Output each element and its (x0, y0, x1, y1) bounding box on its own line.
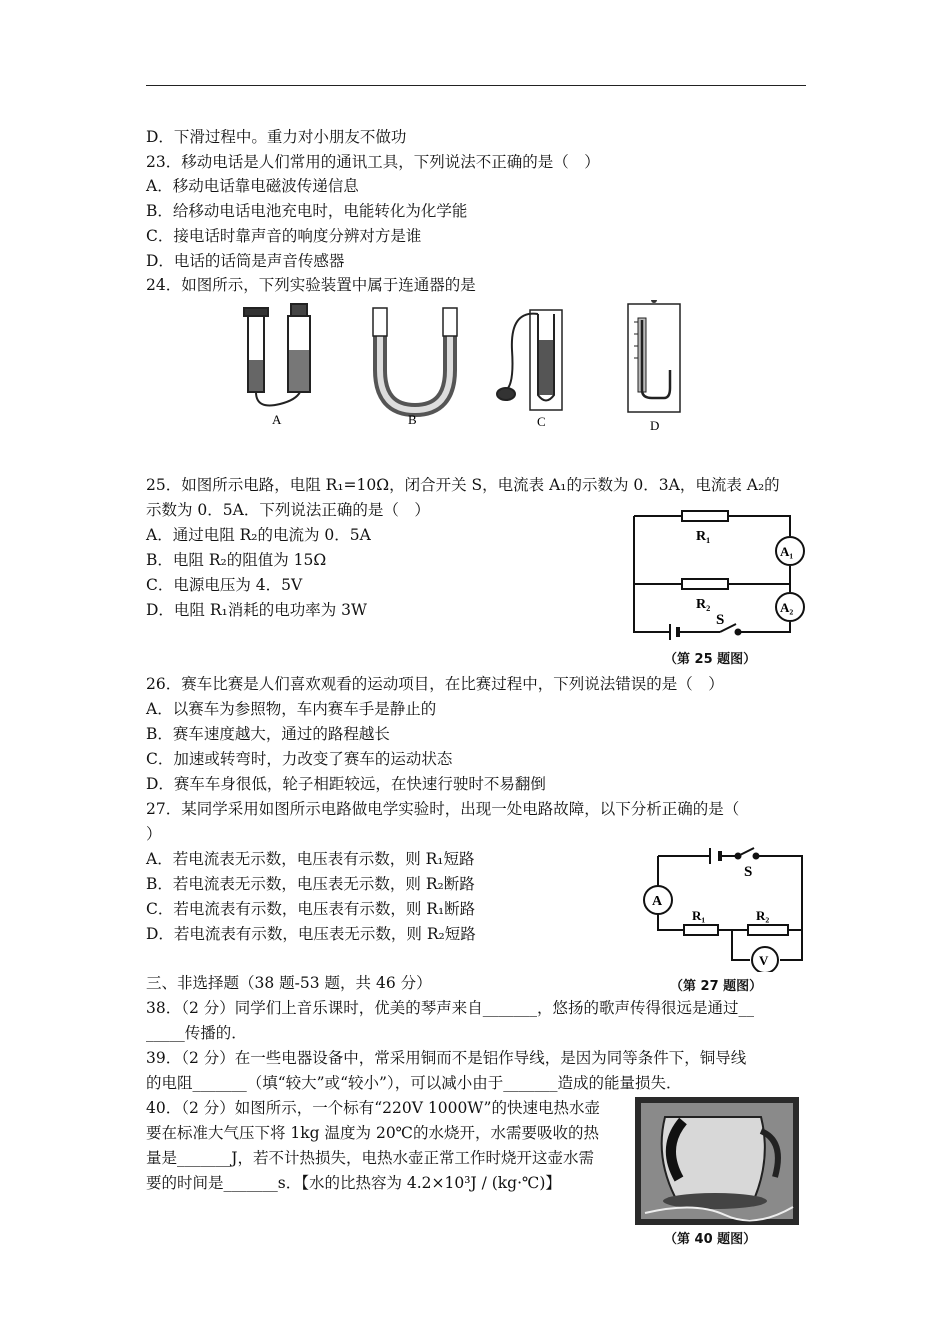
q23-option-d: D．电话的话筒是声音传感器 (146, 252, 345, 270)
q25-figure-caption: （第 25 题图） (664, 652, 757, 667)
q25-option-d: D．电阻 R₁消耗的电功率为 3W (146, 601, 367, 619)
q26-stem: 26．赛车比赛是人们喜欢观看的运动项目，在比赛过程中，下列说法错误的是（ ） (146, 675, 724, 693)
q24-label-c: C (537, 414, 546, 429)
q40-line2: 要在标准大气压下将 1kg 温度为 20℃的水烧开，水需要吸收的热 (146, 1124, 600, 1142)
q39-line1: 39．（2 分）在一些电器设备中，常采用铜而不是铝作导线，是因为同等条件下，铜导线 (146, 1049, 747, 1067)
q27-stem-line2: ） (146, 825, 162, 843)
q40-figure-caption: （第 40 题图） (664, 1232, 757, 1247)
q26-option-a: A．以赛车为参照物，车内赛车手是静止的 (146, 700, 437, 718)
q27-label-v: V (759, 953, 769, 968)
q27-option-a: A．若电流表无示数，电压表有示数，则 R₁短路 (146, 850, 475, 868)
header-rule (146, 85, 806, 86)
q23-option-a: A．移动电话靠电磁波传递信息 (146, 177, 359, 195)
q27-label-a: A (652, 894, 663, 909)
q25-label-a1: A₁ (780, 544, 794, 559)
q24-device-a (244, 304, 310, 406)
q40-line3: 量是_______J，若不计热损失，电热水壶正常工作时烧开这壶水需 (146, 1149, 594, 1167)
q39-line2: 的电阻_______（填“较大”或“较小”），可以减小由于_______造成的能量损失． (146, 1074, 682, 1092)
q24-stem: 24．如图所示，下列实验装置中属于连通器的是 (146, 276, 476, 294)
q27-option-c: C．若电流表有示数，电压表有示数，则 R₁断路 (146, 900, 476, 918)
q27-label-s: S (744, 864, 753, 880)
q27-option-d: D．若电流表有示数，电压表无示数，则 R₂短路 (146, 925, 476, 943)
q26-option-d: D．赛车车身很低，轮子相距较远，在快速行驶时不易翻倒 (146, 775, 546, 793)
q27-figure-caption: （第 27 题图） (670, 979, 763, 994)
q27-option-b: B．若电流表无示数，电压表无示数，则 R₂断路 (146, 875, 475, 893)
q27-label-r1: R₁ (692, 908, 706, 923)
q24-label-d: D (650, 418, 660, 433)
q24-label-b: B (408, 412, 417, 427)
q24-device-b (373, 308, 457, 410)
q23-option-b: B．给移动电话电池充电时，电能转化为化学能 (146, 202, 468, 220)
q24-apparatus-figure (240, 300, 700, 435)
q23-stem: 23．移动电话是人们常用的通讯工具，下列说法不正确的是（ ） (146, 153, 600, 171)
q25-stem-line1: 25．如图所示电路，电阻 R₁=10Ω，闭合开关 S，电流表 A₁的示数为 0．3A，电流表 A₂的 (146, 476, 780, 494)
q25-option-b: B．电阻 R₂的阻值为 15Ω (146, 551, 327, 569)
q40-line4: 要的时间是_______s．【水的比热容为 4.2×10³J / (kg·℃)】 (146, 1174, 561, 1192)
q25-label-s: S (716, 612, 725, 628)
section3-title: 三、非选择题（38 题-53 题，共 46 分） (146, 974, 432, 992)
q24-device-d (628, 300, 680, 412)
q27-resistor-r2 (748, 925, 788, 935)
q25-label-r1: R₁ (696, 529, 711, 544)
q26-option-c: C．加速或转弯时，力改变了赛车的运动状态 (146, 750, 453, 768)
q27-circuit-diagram (640, 842, 812, 972)
q26-option-b: B．赛车速度越大，通过的路程越长 (146, 725, 390, 743)
q25-option-c: C．电源电压为 4．5V (146, 576, 303, 594)
q27-stem-line1: 27．某同学采用如图所示电路做电学实验时，出现一处电路故障，以下分析正确的是（ (146, 800, 740, 818)
q40-kettle-photo (635, 1097, 799, 1225)
q25-option-a: A．通过电阻 R₂的电流为 0．5A (146, 526, 371, 544)
q24-label-a: A (272, 412, 282, 427)
q25-stem-line2: 示数为 0．5A．下列说法正确的是（ ） (146, 501, 430, 519)
q25-circuit-diagram (630, 508, 810, 648)
q25-resistor-r1 (682, 511, 728, 521)
q40-line1: 40．（2 分）如图所示，一个标有“220V 1000W”的快速电热水壶 (146, 1099, 600, 1117)
q38-line2: _____传播的． (146, 1024, 247, 1042)
q25-label-a2: A₂ (780, 600, 794, 615)
q27-resistor-r1 (684, 925, 718, 935)
q25-label-r2: R₂ (696, 597, 711, 612)
q23-option-c: C．接电话时靠声音的响度分辨对方是谁 (146, 227, 422, 245)
q22-option-d: D．下滑过程中。重力对小朋友不做功 (146, 128, 407, 146)
q24-device-c (497, 310, 562, 410)
q25-resistor-r2 (682, 579, 728, 589)
q27-label-r2: R₂ (756, 908, 770, 923)
q38-line1: 38．（2 分）同学们上音乐课时，优美的琴声来自_______，悠扬的歌声传得很远是通过__ (146, 999, 755, 1017)
